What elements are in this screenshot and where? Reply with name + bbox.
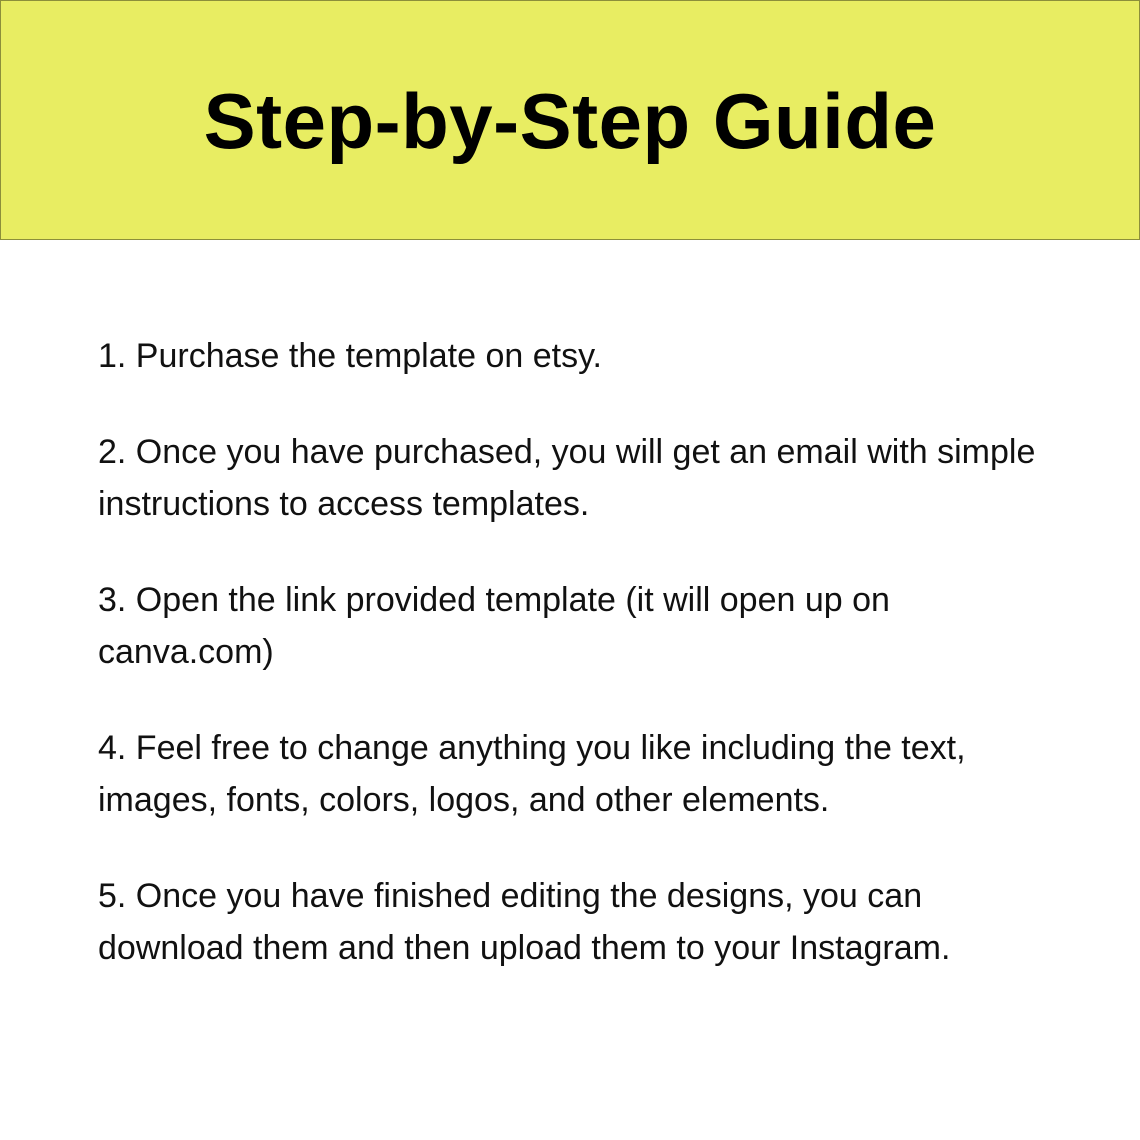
header-banner xyxy=(0,0,1140,240)
step-item-2: 2. Once you have purchased, you will get an email with simple instructions to access templates. xyxy=(98,433,1036,523)
step-item-5: 5. Once you have finished editing the designs, you can download them and then upload them to your Instagram. xyxy=(98,877,951,967)
steps-list xyxy=(98,330,1058,974)
step-item-4: 4. Feel free to change anything you like including the text, images, fonts, colors, logos, and other elements. xyxy=(98,729,966,819)
step-item-3: 3. Open the link provided template (it will open up on canva.com) xyxy=(98,581,890,671)
step-item-1: 1. Purchase the template on etsy. xyxy=(98,337,602,375)
page-title: Step-by-Step Guide xyxy=(203,77,937,165)
